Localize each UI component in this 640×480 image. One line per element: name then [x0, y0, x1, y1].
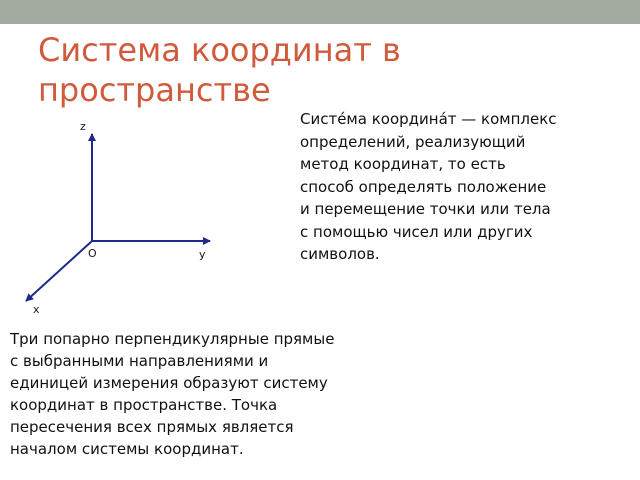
slide-title-line-1: Система координат в — [38, 31, 401, 69]
description-line: единицей измерения образуют систему — [10, 374, 328, 392]
definition-text — [300, 108, 620, 266]
definition-line: метод координат, то есть — [300, 155, 506, 173]
description-line: Три попарно перпендикулярные прямые — [10, 330, 335, 348]
x-axis-label: x — [33, 303, 40, 316]
description-line: началом системы координат. — [10, 440, 244, 458]
origin-label: O — [88, 247, 97, 260]
description-line: с выбранными направлениями и — [10, 352, 269, 370]
description-line: координат в пространстве. Точка — [10, 396, 278, 414]
definition-line: символов. — [300, 245, 380, 263]
definition-line: Систе́ма координа́т — комплекс — [300, 110, 557, 128]
definition-line: с помощью чисел или других — [300, 222, 533, 241]
definition-line: и перемещение точки или тела — [300, 200, 551, 218]
slide-title-line-2: пространстве — [38, 71, 271, 110]
definition-line: способ определять положение — [300, 177, 547, 196]
definition-line: определений, реализующий — [300, 132, 526, 151]
y-axis-label: y — [199, 248, 206, 261]
x-axis — [26, 241, 92, 301]
description-text — [10, 328, 410, 460]
z-axis-label: z — [80, 120, 86, 133]
description-line: пересечения всех прямых является — [10, 418, 294, 436]
